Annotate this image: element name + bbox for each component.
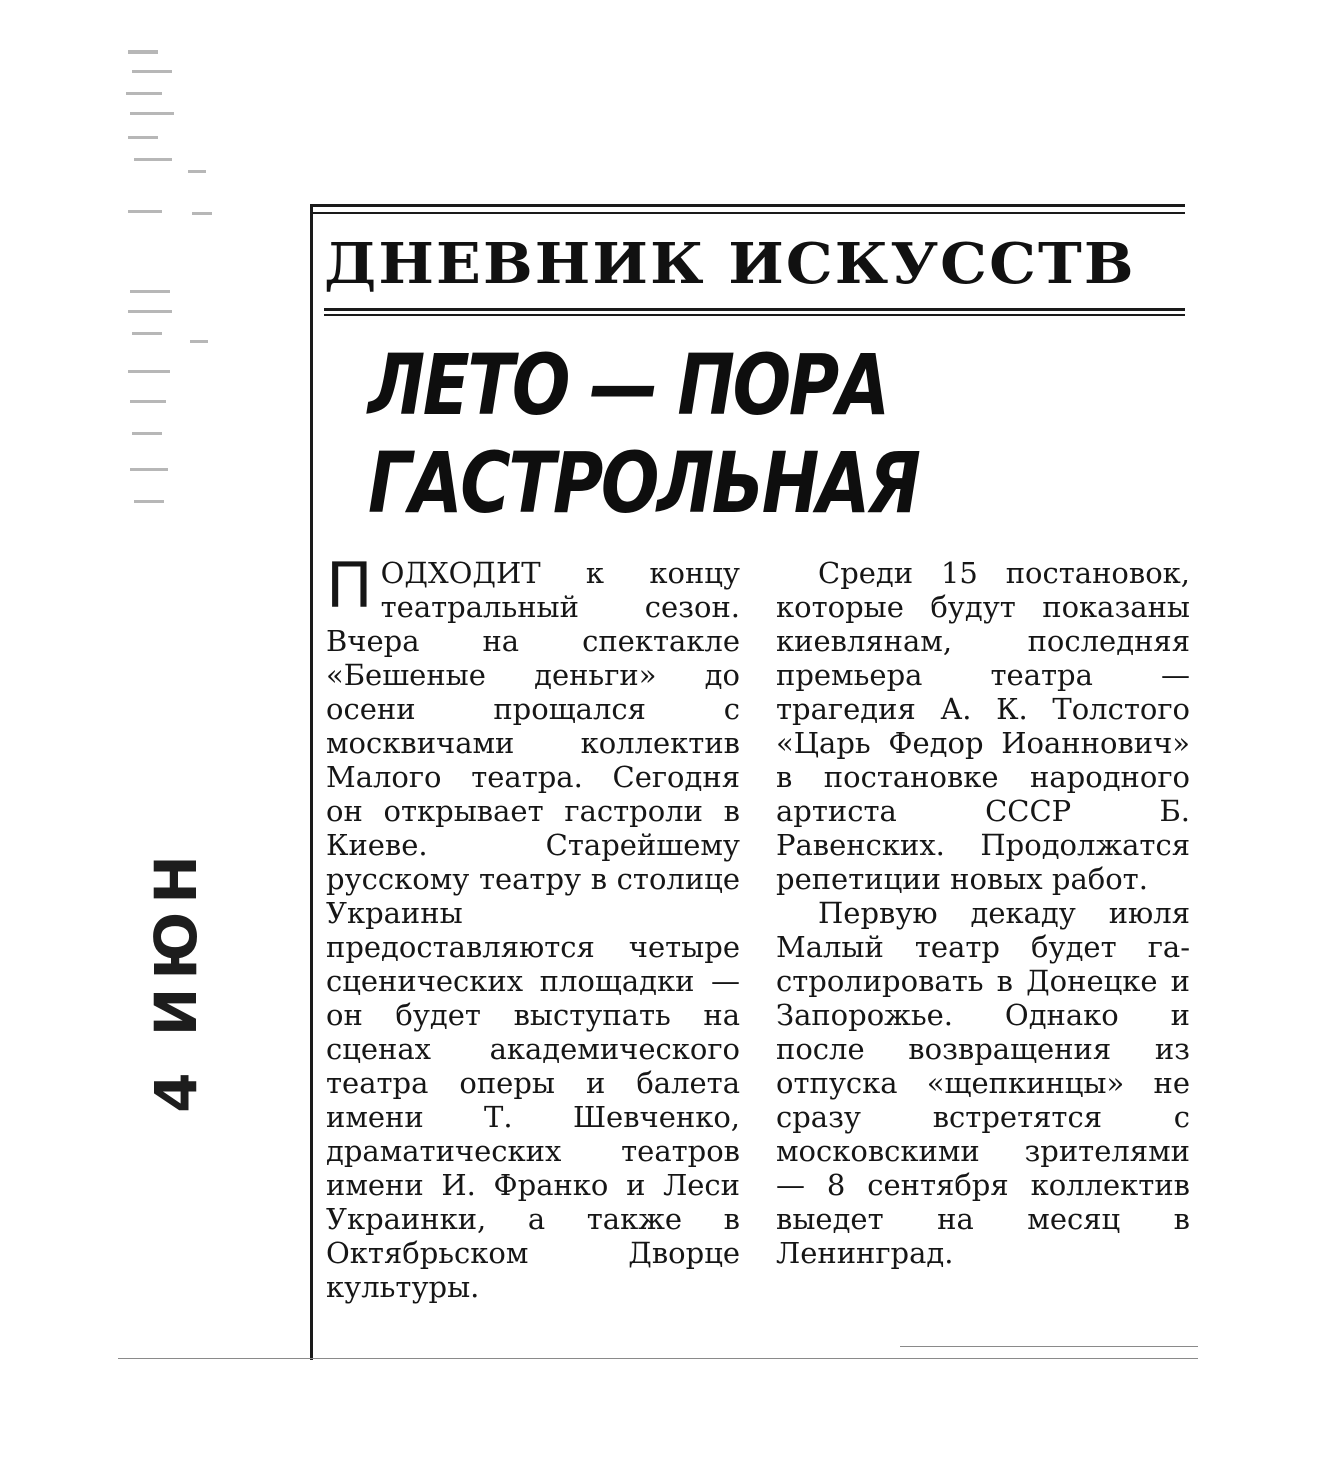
date-stamp [92, 780, 212, 1180]
left-column-text: ОДХОДИТ к концу театральный сезон. Вчера на спектакле «Бешеные деньги» до осени прощался с москвичами коллектив Малого театра. Сегодня он открывает гастроли в Киеве. Старейшему русскому театру в столице Украины предоставляются четыре сценических площадки — он будет выступать на сценах академического театра оперы и балета имени Т. Шевченко, драматических театров имени И. Франко и Леси Украинки, а также в Октябрьском Дворце культуры. [326, 556, 740, 1304]
article-column-left [326, 549, 740, 1304]
clipping-top-border [310, 204, 1185, 207]
margin-scan-noise [118, 40, 228, 560]
article-column-right [776, 556, 1190, 1270]
clipping-top-border-inner [310, 212, 1185, 214]
date-stamp-text: 4 ИЮН [142, 847, 210, 1113]
right-column-paragraph-1: Среди 15 постановок, которые будут показаны киевлянам, последняя премьера театра — трагедия А. К. Толстого «Царь Федор Иоаннович» в постановке народного артиста СССР Б. Равенских. Продолжатся репетиции новых работ. [776, 556, 1190, 896]
clipping-bottom-edge [118, 1358, 1198, 1359]
headline-line-2: ГАСТРОЛЬНАЯ [368, 434, 919, 532]
drop-cap: П [326, 549, 373, 622]
left-column-paragraph [326, 549, 740, 1304]
right-column-paragraph-2: Первую декаду июля Малый театр будет гастролировать в Донецке и Запорожье. Однако и после возвращения из отпуска «щепкинцы» не сразу встретятся с московскими зрителями — 8 сентября коллектив выедет на месяц в Ленинград. [776, 896, 1190, 1270]
rubric-title: ДНЕВНИК ИСКУССТВ [324, 231, 1136, 297]
rubric-underline-inner [324, 314, 1185, 316]
article-headline [368, 336, 942, 532]
clipping-bottom-edge-right [900, 1346, 1198, 1347]
clipping-left-border [310, 204, 313, 1360]
rubric-underline [324, 308, 1185, 311]
newspaper-clipping [310, 204, 1198, 1360]
headline-line-1: ЛЕТО — ПОРА [368, 336, 888, 434]
